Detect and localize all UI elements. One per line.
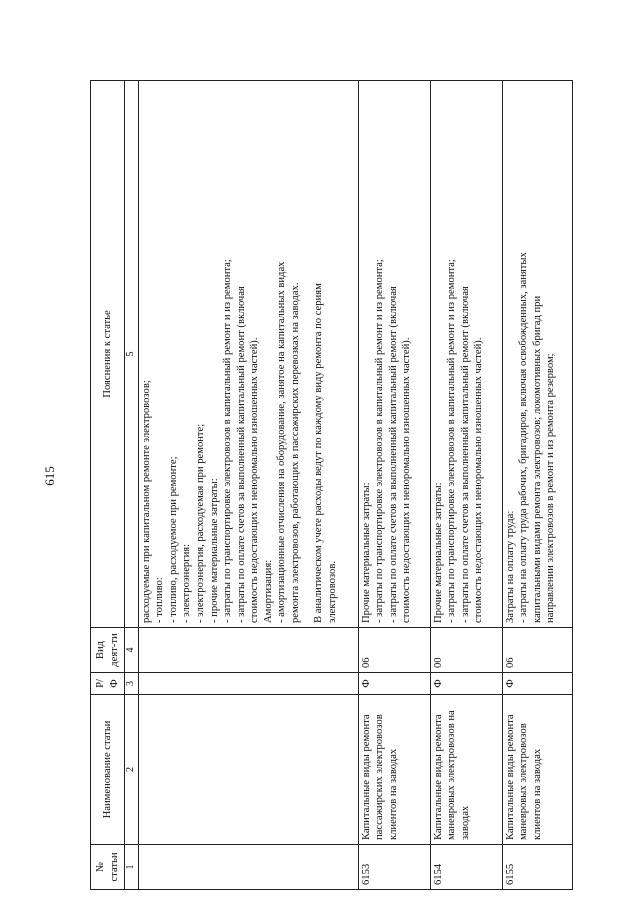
header-rf: Р/ Ф [91,673,125,695]
explanation-line: Затраты на оплату труда: [504,510,516,623]
explanation-line: - электроэнергия, расходуемая при ремонте; [194,423,206,623]
explanation-spacer [302,85,312,623]
explanation-line: - затраты по оплате счетов за выполненный капитальный ремонт (включая [459,286,471,623]
explanation-line: стоимость недостающих и неноромально изношенных частей). [249,337,261,623]
explanation-line: В аналитическом учете расходы ведут по каждому виду ремонта по сериям [313,283,325,623]
articles-table [90,80,573,890]
article-rf [138,673,358,695]
article-activity-type: 06 [358,628,430,673]
explanation-line: - затраты на оплату труда рабочих, бригадиров, включая освобожденных, занятых [518,252,530,623]
article-number: 6154 [430,845,502,890]
page-number: 615 [42,466,57,486]
article-number [138,845,358,890]
explanation-line: - амортизационные отчисления на оборудование, занятое на капитальных видах [276,261,288,623]
article-rf: Ф [358,673,430,695]
column-number: 4 [125,628,139,673]
explanation-line: - затраты по транспортировке электровозов в капитальный ремонт и из ремонта; [374,259,386,623]
article-activity-type: 06 [502,628,572,673]
column-number: 2 [125,695,139,845]
column-number-row [125,81,139,890]
article-rf: Ф [502,673,572,695]
column-number: 3 [125,673,139,695]
article-explanation [138,81,358,628]
table-row [430,81,502,890]
explanation-line: стоимость недостающих и неноромально изношенных частей). [473,337,485,623]
explanation-line: - топливо: [154,577,166,623]
table-row [358,81,430,890]
explanation-line: расходуемые при капитальном ремонте электровозов; [140,380,152,623]
article-activity-type: 00 [430,628,502,673]
article-name: Капитальные виды ремонта маневровых электровозов клиентов на заводах [502,695,572,845]
explanation-line: - затраты по транспортировке электровозов в капитальный ремонт и из ремонта; [222,259,234,623]
explanation-line: Прочие материальные затраты: [432,482,444,623]
article-activity-type [138,628,358,673]
explanation-line: - электроэнергия: [181,543,193,623]
explanation-line: - прочие материальные затраты: [208,478,220,623]
article-explanation [358,81,430,628]
explanation-line: Прочие материальные затраты: [360,482,372,623]
header-explanation: Пояснения к статье [91,81,125,628]
table-row [138,81,358,890]
explanation-line: - затраты по оплате счетов за выполненный капитальный ремонт (включая [387,286,399,623]
header-article-name: Наименование статьи [91,695,125,845]
explanation-line: - затраты по оплате счетов за выполненный капитальный ремонт (включая [235,286,247,623]
article-explanation [430,81,502,628]
table-row [502,81,572,890]
header-article-number: № статьи [91,845,125,890]
article-number: 6155 [502,845,572,890]
explanation-line: электровозов. [326,560,338,623]
explanation-line: ремонта электровозов, работающих в пассажирских перевозках на заводах. [289,282,301,623]
header-activity-type: Вид деят-ти [91,628,125,673]
explanation-line: - топливо, расходуемое при ремонте; [167,456,179,623]
article-explanation [502,81,572,628]
article-name: Капитальные виды ремонта пассажирских электровозов клиентов на заводах [358,695,430,845]
explanation-line: стоимость недостающих и неноромально изношенных частей). [401,337,413,623]
explanation-line: Амортизация: [262,559,274,623]
header-row [91,81,125,890]
explanation-line: капитальными видами ремонта электровозов; локомотивных бригад при [531,295,543,623]
article-name: Капитальные виды ремонта маневровых электровозов на заводах [430,695,502,845]
column-number: 1 [125,845,139,890]
article-rf: Ф [430,673,502,695]
rotated-table-wrapper [90,80,560,890]
article-number: 6153 [358,845,430,890]
explanation-line: направлении электровозов в ремонт и из ремонта резервом; [545,353,557,623]
article-name [138,695,358,845]
explanation-line: - затраты по транспортировке электровозов в капитальный ремонт и из ремонта; [446,259,458,623]
column-number: 5 [125,81,139,628]
